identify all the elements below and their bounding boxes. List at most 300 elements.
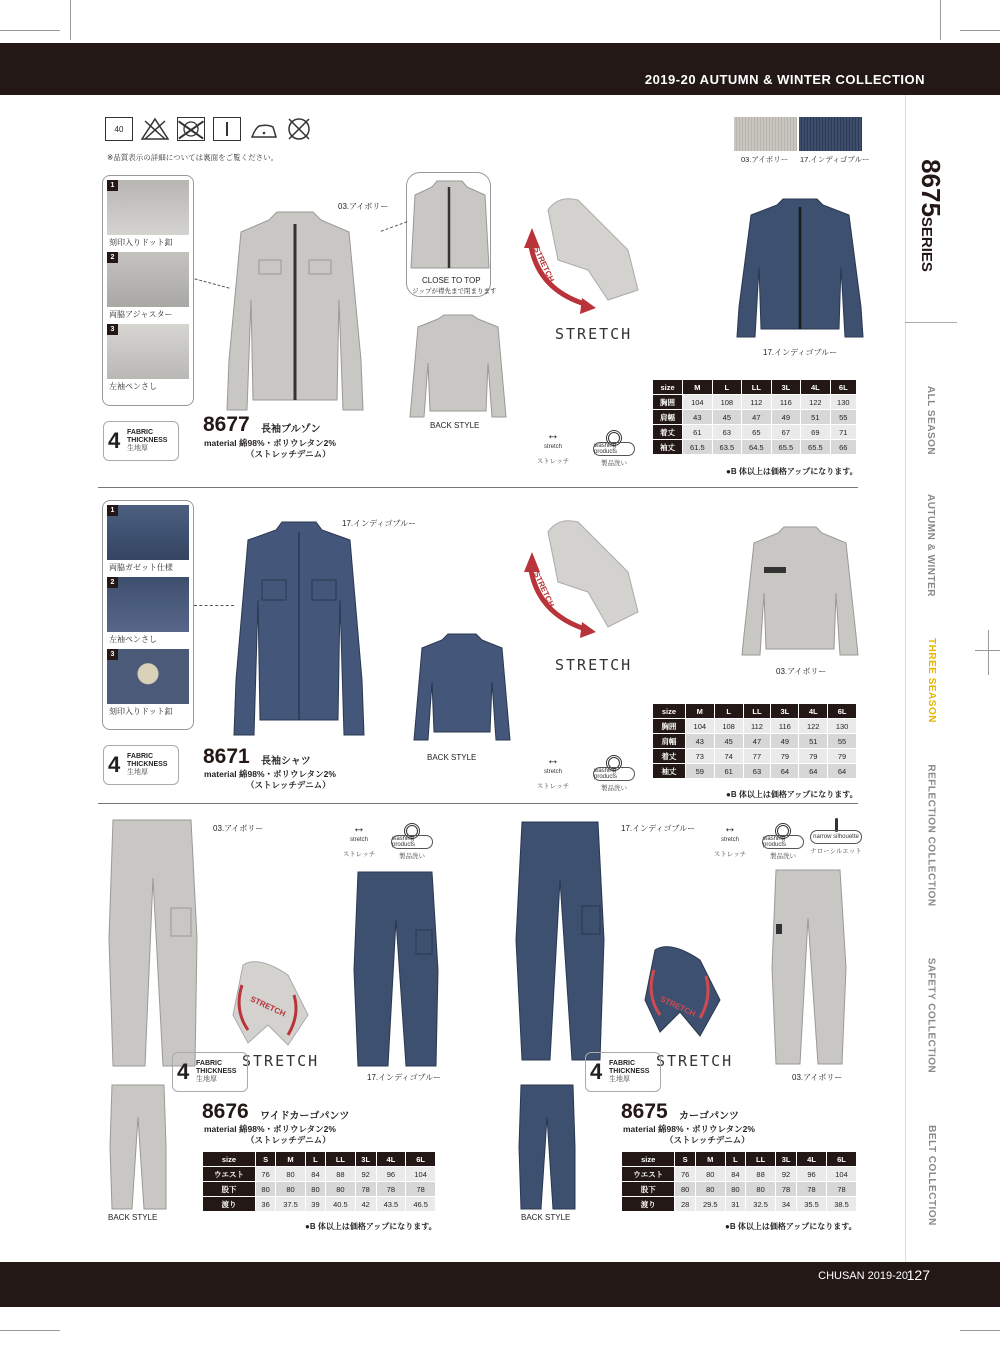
table-cell: 46.5 [406, 1197, 436, 1212]
stretch-feature [335, 820, 383, 858]
table-row-header: 胸囲 [653, 395, 683, 410]
product-name: ワイドカーゴパンツ [260, 1111, 350, 1122]
material-block [204, 1124, 336, 1146]
sidebar-item-three-season[interactable] [905, 610, 957, 750]
feature-label: ストレッチ [536, 458, 570, 465]
table-row [653, 734, 857, 749]
table-row [653, 764, 857, 779]
section-divider [98, 803, 858, 804]
table-cell: 84 [305, 1167, 325, 1182]
table-cell: 80 [255, 1182, 275, 1197]
swatch-label: 03.アイボリー [741, 155, 789, 164]
fabric-line: FABRIC [127, 752, 154, 760]
table-header-cell: 6L [830, 380, 856, 395]
table-cell: 47 [743, 734, 771, 749]
detail-number: 3 [107, 649, 118, 660]
table-cell: 80 [276, 1182, 306, 1197]
table-header-cell: L [725, 1152, 745, 1167]
table-cell: 78 [376, 1182, 406, 1197]
stretch-label: STRETCH [555, 656, 633, 674]
table-header-cell: M [685, 704, 714, 719]
product-code: 8677 [203, 413, 250, 436]
washing-badge: washing products [593, 442, 635, 456]
crop-mark [960, 1330, 1000, 1331]
table-cell: 43 [685, 734, 714, 749]
material-text: 綿98%・ポリウレタン2% [238, 438, 336, 448]
table-row [653, 440, 857, 455]
feature-label: ナローシルエット [810, 848, 862, 855]
table-header-cell: 4L [799, 704, 828, 719]
stretch-arrow-label: STRETCH [531, 245, 556, 284]
fabric-thickness-badge [103, 745, 179, 785]
swatch-label: 17.インディゴブルー [800, 155, 870, 164]
fabric-number: 4 [108, 428, 121, 453]
table-header-cell: 4L [801, 380, 831, 395]
series-suffix: SERIES [917, 216, 935, 272]
fabric-line: THICKNESS [127, 760, 168, 768]
table-cell: 34 [776, 1197, 797, 1212]
washing-badge: washing products [593, 767, 635, 781]
table-cell: 122 [799, 719, 828, 734]
table-cell: 76 [675, 1167, 695, 1182]
sidebar-item-label: AUTUMN & WINTER [925, 493, 937, 597]
fabric-line: FABRIC [127, 428, 154, 436]
stretch-arrow-icon: ↔ [546, 752, 560, 767]
table-cell: 78 [406, 1182, 436, 1197]
table-header-cell: size [622, 1152, 675, 1167]
crop-mark [940, 0, 941, 40]
stretch-badge: stretch [349, 837, 368, 843]
table-row [653, 410, 857, 425]
table-cell: 55 [830, 410, 856, 425]
swatch-indigo[interactable] [799, 117, 862, 151]
table-cell: 84 [725, 1167, 745, 1182]
sidebar-item-autumn-winter[interactable] [905, 470, 957, 620]
sidebar-item-label: SAFETY COLLECTION [925, 957, 937, 1073]
series-code: 8675 [915, 158, 946, 217]
fabric-line: 生地厚 [196, 1076, 217, 1084]
material-sub: （ストレッチデニム） [246, 449, 331, 460]
product-code: 8671 [203, 745, 250, 768]
care-note: ※品質表示の詳細については裏面をご覧ください。 [107, 153, 279, 162]
table-cell: 130 [828, 719, 857, 734]
table-header-cell: 6L [828, 704, 857, 719]
fabric-line: FABRIC [609, 1059, 636, 1067]
table-cell: 65.5 [801, 440, 831, 455]
footer-bar [0, 1262, 1000, 1307]
detail-number: 1 [107, 180, 118, 191]
table-cell: 78 [827, 1182, 857, 1197]
stretch-badge: stretch [543, 444, 562, 450]
collection-title: 2019-20 AUTUMN & WINTER COLLECTION [644, 72, 925, 87]
table-header-cell: LL [743, 704, 771, 719]
table-cell: 67 [771, 425, 801, 440]
material-key: material [204, 769, 237, 779]
fabric-line: FABRIC [196, 1059, 223, 1067]
stretch-pants-demo-image [228, 955, 313, 1047]
sidebar-item-label: ALL SEASON [925, 385, 937, 455]
table-cell: 80 [746, 1182, 776, 1197]
detail-photo [107, 505, 189, 560]
jacket-indigo-image [735, 197, 865, 342]
material-key: material [204, 1124, 237, 1134]
callout-line [381, 221, 408, 232]
table-cell: 63.5 [712, 440, 742, 455]
fabric-line: 生地厚 [609, 1076, 630, 1084]
table-row-header: 着丈 [653, 749, 686, 764]
table-header-cell: size [203, 1152, 256, 1167]
iron-icon [249, 117, 277, 141]
footer-brand: CHUSAN 2019-20 [818, 1270, 908, 1282]
stretch-feature [706, 820, 754, 858]
color-label: 17.インディゴブルー [763, 348, 838, 357]
fabric-thickness-badge [103, 421, 179, 461]
pants-indigo-main-image [512, 820, 607, 1065]
crop-mark [0, 30, 60, 31]
table-cell: 28 [675, 1197, 695, 1212]
table-cell: 96 [376, 1167, 406, 1182]
line-dry-icon [213, 117, 241, 141]
sidebar-item-safety[interactable] [905, 940, 957, 1090]
feature-label: 製品洗い [770, 853, 796, 860]
material-block [204, 769, 336, 791]
color-label: 03.アイボリー [776, 667, 827, 676]
back-style-label: BACK STYLE [427, 753, 477, 762]
table-cell: 35.5 [797, 1197, 827, 1212]
table-cell: 79 [771, 749, 799, 764]
table-header-cell: S [675, 1152, 695, 1167]
product-name: カーゴパンツ [679, 1111, 739, 1122]
product-code: 8675 [621, 1100, 668, 1123]
table-cell: 80 [695, 1167, 725, 1182]
table-cell: 36 [255, 1197, 275, 1212]
washing-feature [590, 430, 638, 467]
fabric-number: 4 [590, 1059, 603, 1084]
color-label: 17.インディゴブルー [367, 1073, 442, 1082]
crop-mark [0, 1330, 60, 1331]
table-cell: 37.5 [276, 1197, 306, 1212]
table-cell: 76 [255, 1167, 275, 1182]
table-row [622, 1182, 857, 1197]
feature-label: 製品洗い [399, 853, 425, 860]
table-cell: 61.5 [683, 440, 713, 455]
table-cell: 51 [799, 734, 828, 749]
crop-mark [70, 0, 71, 40]
table-cell: 104 [683, 395, 713, 410]
washing-badge: washing products [762, 835, 804, 849]
wash-temp: 40 [114, 124, 124, 134]
close-to-top-sub: ジップが襟先まで閉まります [412, 288, 497, 295]
table-row [622, 1167, 857, 1182]
detail-label: 刻印入りドット釦 [109, 707, 173, 716]
fabric-line: THICKNESS [196, 1067, 237, 1075]
narrow-feature [810, 818, 862, 855]
material-text: 綿98%・ポリウレタン2% [238, 769, 336, 779]
product-name: 長袖シャツ [261, 756, 311, 767]
table-cell: 80 [276, 1167, 306, 1182]
narrow-badge: narrow silhouette [810, 830, 862, 844]
material-sub: （ストレッチデニム） [246, 1135, 331, 1146]
table-row [622, 1197, 857, 1212]
table-row [203, 1182, 436, 1197]
stretch-arrow-icon: ↔ [352, 820, 366, 835]
table-header-cell: L [305, 1152, 325, 1167]
table-cell: 74 [714, 749, 743, 764]
table-cell: 39 [305, 1197, 325, 1212]
product-code: 8676 [202, 1100, 249, 1123]
feature-label: ストレッチ [536, 783, 570, 790]
detail-photo [107, 324, 189, 379]
table-cell: 116 [771, 395, 801, 410]
detail-box [102, 175, 194, 406]
table-cell: 116 [771, 719, 799, 734]
table-row-header: 肩幅 [653, 410, 683, 425]
color-label: 17.インディゴブルー [621, 824, 696, 833]
table-cell: 51 [801, 410, 831, 425]
material-key: material [204, 438, 237, 448]
table-row-header: 着丈 [653, 425, 683, 440]
swatch-ivory[interactable] [734, 117, 797, 151]
table-header-cell: S [255, 1152, 275, 1167]
table-cell: 77 [743, 749, 771, 764]
table-header-cell: M [276, 1152, 306, 1167]
stretch-pants-demo-image [640, 940, 725, 1040]
table-row-header: 袖丈 [653, 440, 683, 455]
table-header-cell: LL [742, 380, 772, 395]
table-row-header: ウエスト [203, 1167, 256, 1182]
table-cell: 49 [771, 734, 799, 749]
color-label: 17.インディゴブルー [342, 519, 417, 528]
feature-label: 製品洗い [601, 460, 627, 467]
washing-feature [759, 823, 807, 860]
stretch-feature [529, 427, 577, 465]
material-key: material [623, 1124, 656, 1134]
table-cell: 43.5 [376, 1197, 406, 1212]
table-cell: 104 [685, 719, 714, 734]
jacket-collar-image [407, 173, 491, 273]
table-cell: 38.5 [827, 1197, 857, 1212]
table-header-cell: 3L [771, 704, 799, 719]
size-table [652, 379, 857, 455]
table-cell: 32.5 [746, 1197, 776, 1212]
table-header-cell: L [714, 704, 743, 719]
table-row [653, 749, 857, 764]
table-header-cell: 4L [797, 1152, 827, 1167]
table-cell: 80 [305, 1182, 325, 1197]
table-row [653, 425, 857, 440]
table-cell: 42 [355, 1197, 376, 1212]
table-cell: 55 [828, 734, 857, 749]
sidebar-item-label: REFLECTION COLLECTION [925, 763, 937, 907]
jacket-back-image [408, 313, 508, 421]
detail-label: 左袖ペンさし [109, 382, 157, 391]
table-header-cell: 3L [355, 1152, 376, 1167]
back-style-label: BACK STYLE [108, 1213, 158, 1222]
table-cell: 104 [827, 1167, 857, 1182]
table-header-row [653, 704, 857, 719]
table-row-header: 胸囲 [653, 719, 686, 734]
size-table [621, 1151, 857, 1212]
sidebar-item-all-season[interactable] [905, 360, 957, 480]
stretch-arrow-icon: ↔ [723, 820, 737, 835]
detail-photo [107, 180, 189, 235]
table-cell: 69 [801, 425, 831, 440]
table-row-header: 渡り [622, 1197, 675, 1212]
fabric-thickness-badge [585, 1052, 661, 1092]
material-sub: （ストレッチデニム） [665, 1135, 750, 1146]
table-row-header: ウエスト [622, 1167, 675, 1182]
color-label: 03.アイボリー [792, 1073, 843, 1082]
detail-label: 両脇ガゼット仕様 [109, 563, 173, 572]
table-row-header: 袖丈 [653, 764, 686, 779]
fabric-line: 生地厚 [127, 445, 148, 453]
fabric-line: THICKNESS [127, 436, 168, 444]
table-cell: 49 [771, 410, 801, 425]
no-dry-clean-icon [285, 117, 313, 141]
table-header-cell: 3L [771, 380, 801, 395]
fabric-thickness-badge [172, 1052, 248, 1092]
price-note: ●B 体以上は価格アップになります。 [305, 1222, 437, 1231]
table-row-header: 股下 [622, 1182, 675, 1197]
table-cell: 63 [712, 425, 742, 440]
feature-label: ストレッチ [342, 851, 376, 858]
detail-number: 2 [107, 252, 118, 263]
stretch-arrow-label: STRETCH [248, 994, 287, 1019]
table-row [203, 1167, 436, 1182]
detail-photo [107, 649, 189, 704]
stretch-arrow-label: STRETCH [531, 570, 556, 609]
shirt-ivory-image [740, 525, 860, 660]
stretch-arrow-icon: ↔ [546, 427, 560, 442]
material-text: 綿98%・ポリウレタン2% [238, 1124, 336, 1134]
table-header-cell: size [653, 704, 686, 719]
fabric-line: 生地厚 [127, 769, 148, 777]
table-cell: 122 [801, 395, 831, 410]
fabric-number: 4 [108, 752, 121, 777]
pants-ivory-alt-image [768, 868, 848, 1068]
no-bleach-icon [141, 117, 169, 141]
crop-mark [988, 630, 989, 675]
table-cell: 31 [725, 1197, 745, 1212]
table-cell: 64 [799, 764, 828, 779]
sidebar-item-belt[interactable] [905, 1100, 957, 1250]
table-cell: 63 [743, 764, 771, 779]
table-row-header: 股下 [203, 1182, 256, 1197]
table-header-cell: LL [326, 1152, 356, 1167]
price-note: ●B 体以上は価格アップになります。 [726, 467, 858, 476]
table-cell: 80 [695, 1182, 725, 1197]
table-cell: 108 [712, 395, 742, 410]
washing-feature [388, 823, 436, 860]
material-block [204, 438, 336, 460]
stretch-label: STRETCH [242, 1052, 320, 1070]
table-cell: 78 [355, 1182, 376, 1197]
table-row [653, 395, 857, 410]
stretch-feature [529, 752, 577, 790]
table-cell: 112 [743, 719, 771, 734]
feature-label: 製品洗い [601, 785, 627, 792]
material-sub: （ストレッチデニム） [246, 780, 331, 791]
color-label: 03.アイボリー [213, 824, 264, 833]
pants-indigo-image [350, 870, 440, 1070]
table-cell: 45 [714, 734, 743, 749]
detail-photo [107, 252, 189, 307]
no-tumble-dry-icon [177, 117, 205, 141]
back-style-label: BACK STYLE [430, 421, 480, 430]
table-cell: 64.5 [742, 440, 772, 455]
table-cell: 78 [797, 1182, 827, 1197]
table-cell: 61 [714, 764, 743, 779]
table-cell: 64 [828, 764, 857, 779]
table-header-cell: 3L [776, 1152, 797, 1167]
material-text: 綿98%・ポリウレタン2% [657, 1124, 755, 1134]
feature-label: ストレッチ [713, 851, 747, 858]
detail-box [102, 500, 194, 730]
table-cell: 79 [799, 749, 828, 764]
table-row-header: 渡り [203, 1197, 256, 1212]
table-cell: 71 [830, 425, 856, 440]
table-header-cell: 6L [827, 1152, 857, 1167]
table-header-row [622, 1152, 857, 1167]
table-cell: 66 [830, 440, 856, 455]
table-header-cell: M [683, 380, 713, 395]
table-cell: 43 [683, 410, 713, 425]
table-row [203, 1197, 436, 1212]
washing-feature [590, 755, 638, 792]
pants-ivory-image [105, 818, 200, 1068]
detail-number: 3 [107, 324, 118, 335]
stretch-label: STRETCH [656, 1052, 734, 1070]
table-header-cell: 4L [376, 1152, 406, 1167]
table-cell: 104 [406, 1167, 436, 1182]
detail-label: 左袖ペンさし [109, 635, 157, 644]
jacket-ivory-image [225, 210, 365, 415]
fabric-line: THICKNESS [609, 1067, 650, 1075]
stretch-arrow-label: STRETCH [658, 994, 697, 1019]
size-table [202, 1151, 436, 1212]
material-block [623, 1124, 755, 1146]
table-cell: 65.5 [771, 440, 801, 455]
sidebar-item-reflection[interactable] [905, 740, 957, 930]
stretch-badge: stretch [720, 837, 739, 843]
size-table [652, 703, 857, 779]
table-cell: 47 [742, 410, 772, 425]
sidebar-divider [905, 322, 957, 323]
crop-mark [960, 30, 1000, 31]
table-cell: 88 [746, 1167, 776, 1182]
table-cell: 78 [776, 1182, 797, 1197]
table-cell: 64 [771, 764, 799, 779]
fabric-number: 4 [177, 1059, 190, 1084]
table-cell: 79 [828, 749, 857, 764]
table-cell: 29.5 [695, 1197, 725, 1212]
table-cell: 130 [830, 395, 856, 410]
stretch-label: STRETCH [555, 325, 633, 343]
table-row [653, 719, 857, 734]
sidebar-item-label: THREE SEASON [925, 637, 937, 723]
detail-number: 2 [107, 577, 118, 588]
detail-label: 両脇アジャスター [109, 310, 173, 319]
table-cell: 88 [326, 1167, 356, 1182]
price-note: ●B 体以上は価格アップになります。 [725, 1222, 857, 1231]
pants-back-image [517, 1083, 577, 1211]
pants-back-image [108, 1083, 168, 1211]
table-cell: 73 [685, 749, 714, 764]
shirt-back-image [412, 632, 512, 744]
washing-badge: washing products [391, 835, 433, 849]
table-cell: 80 [675, 1182, 695, 1197]
section-divider [98, 487, 858, 488]
